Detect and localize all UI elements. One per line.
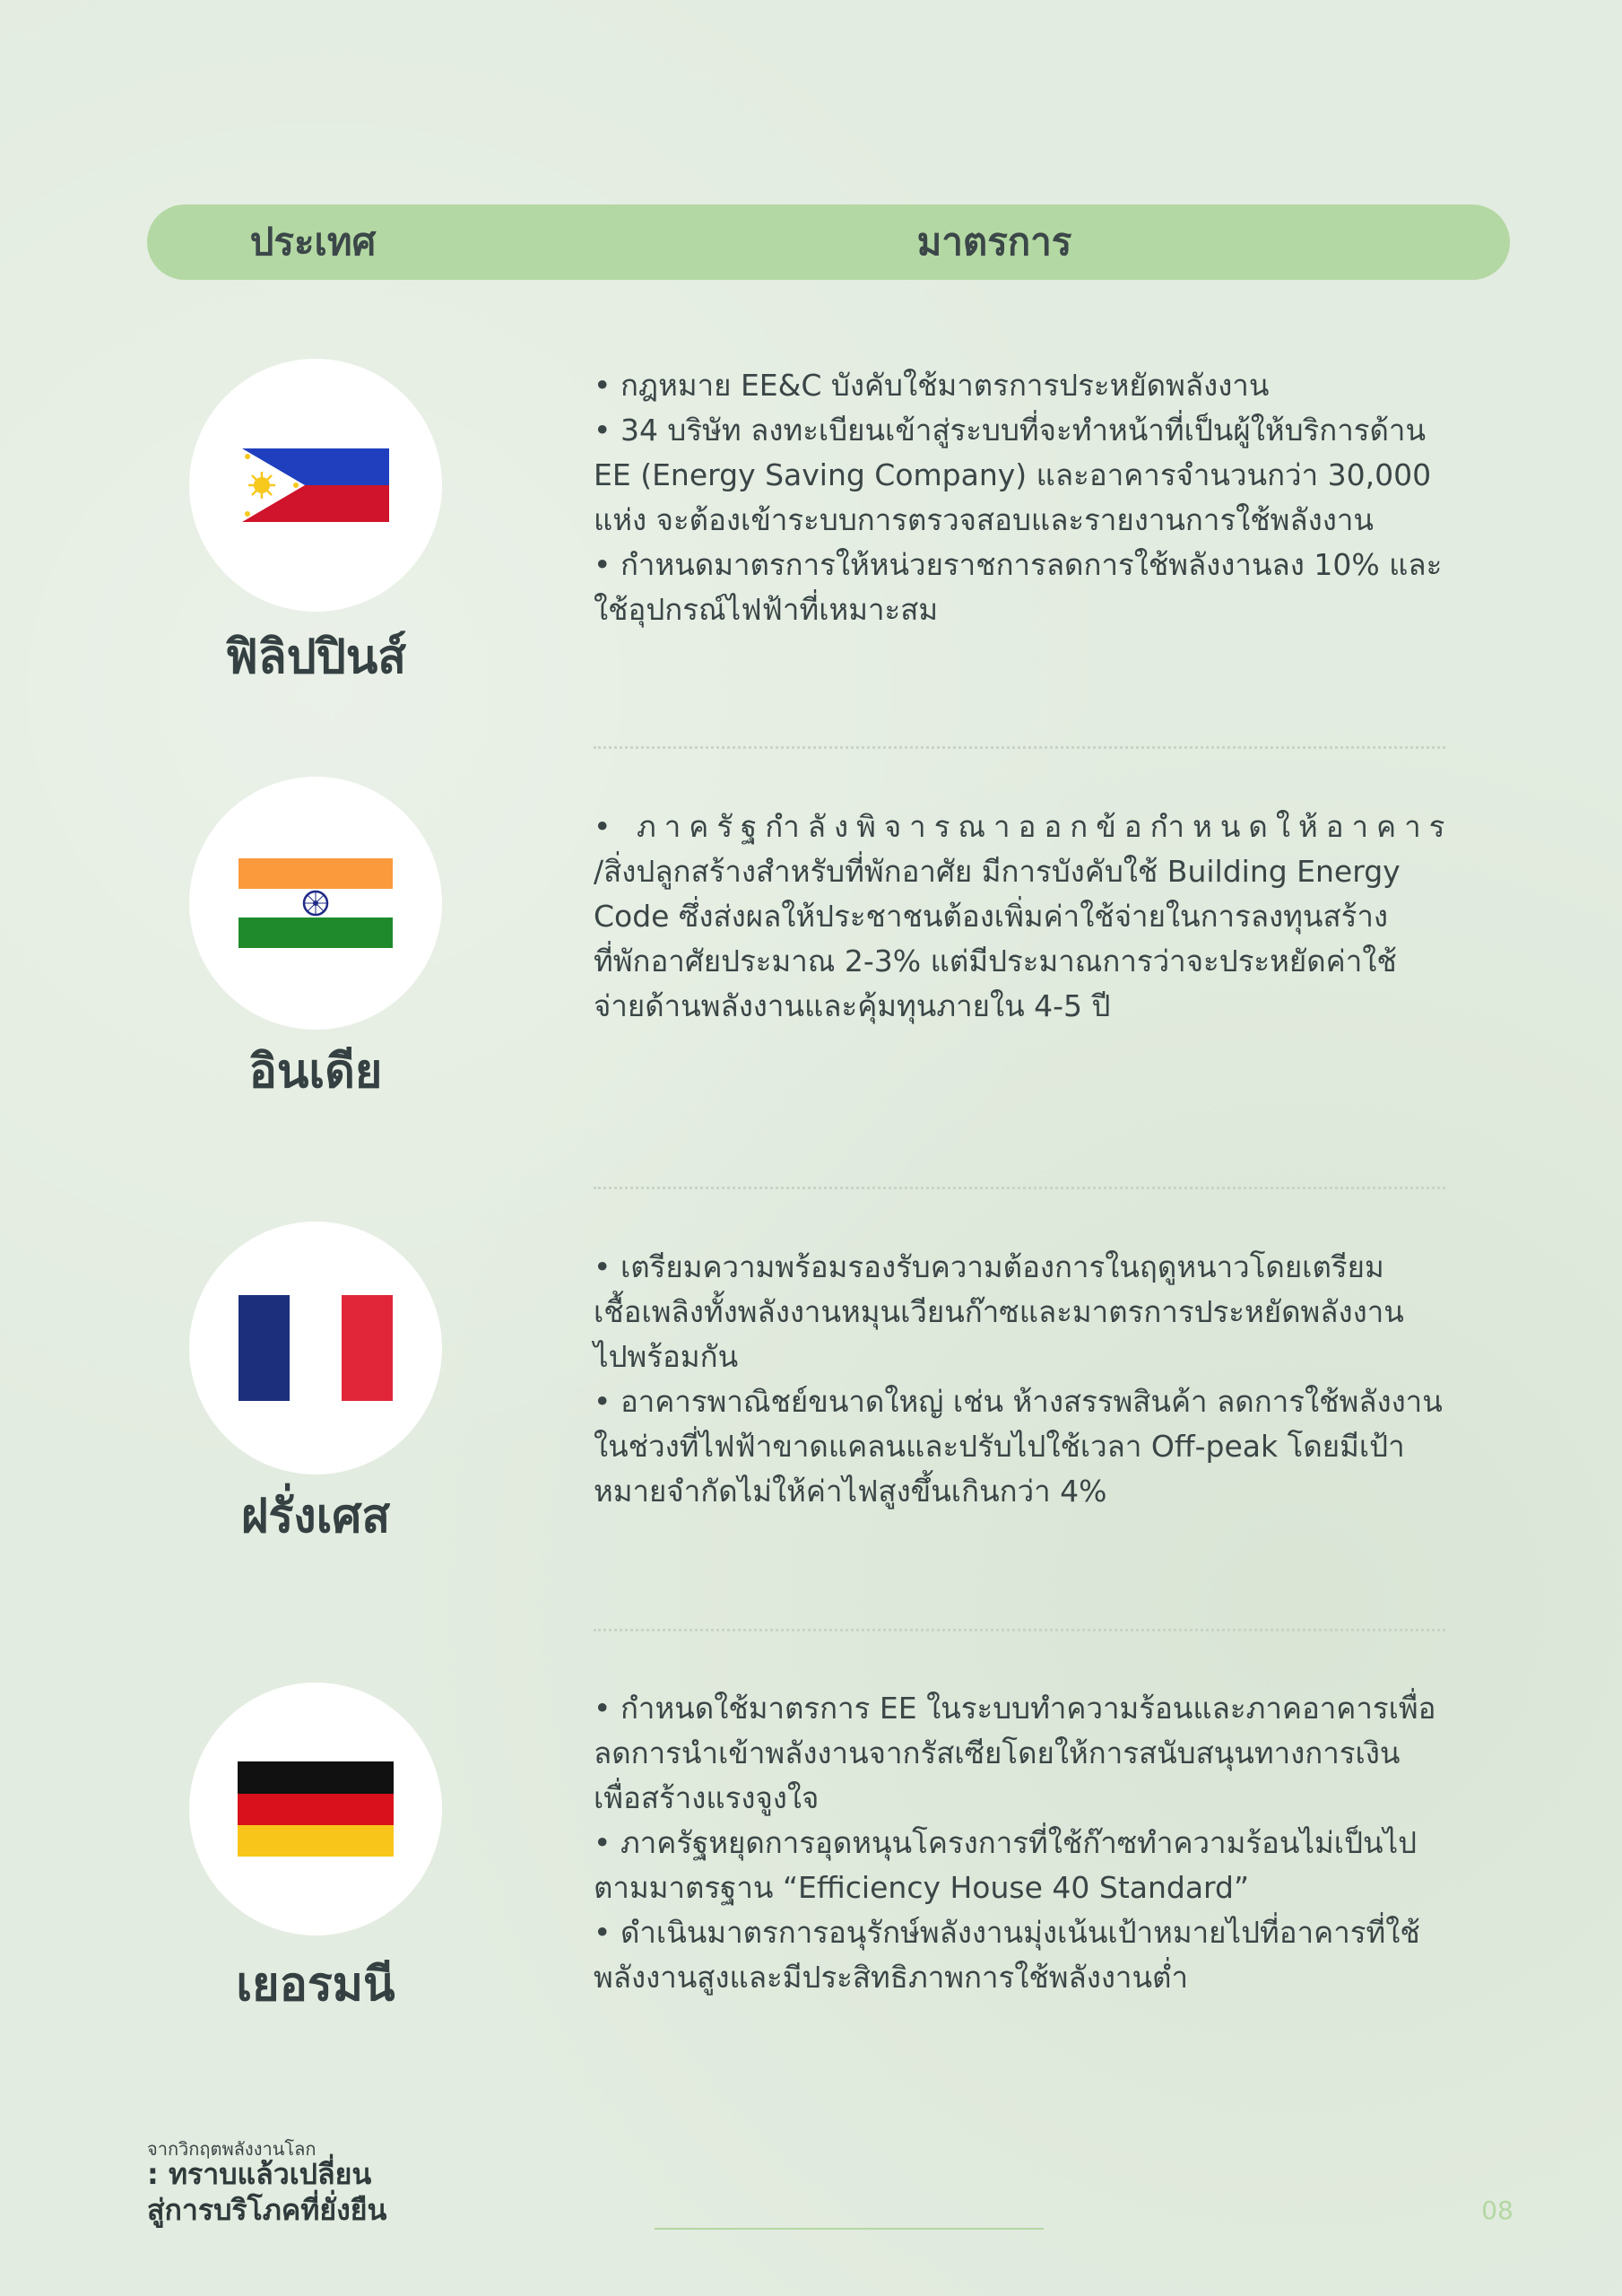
footer-source: จากวิกฤตพลังงานโลก: [147, 2138, 317, 2160]
country-name: ฝรั่งเศส: [240, 1490, 391, 1544]
flag-circle: [189, 777, 442, 1030]
measure-line: ลดการนำเข้าพลังงานจากรัสเซียโดยให้การสนับสนุนทางการเงิน: [594, 1735, 1401, 1770]
flag-circle: [189, 1683, 442, 1935]
measure-line: จ่ายด้านพลังงานและคุ้มทุนภายใน 4-5 ปี: [594, 988, 1111, 1023]
measure-line: แห่ง จะต้องเข้าระบบการตรวจสอบและรายงานการใช้พลังงาน: [594, 502, 1374, 537]
measure-line: ใช้อุปกรณ์ไฟฟ้าที่เหมาะสม: [594, 592, 939, 627]
measures-text: [594, 363, 1490, 632]
measure-line: เพื่อสร้างแรงจูงใจ: [594, 1780, 820, 1815]
measures-text: [594, 1245, 1490, 1514]
row-divider: [594, 746, 1445, 749]
measure-line: Code ซึ่งส่งผลให้ประชาชนต้องเพิ่มค่าใช้จ่ายในการลงทุนสร้าง: [594, 899, 1388, 934]
measure-line: ตามมาตรฐาน “Efficiency House 40 Standard”: [594, 1870, 1250, 1905]
table-header: [147, 204, 1510, 280]
country-column-header: ประเทศ: [249, 220, 377, 264]
measure-line: • 34 บริษัท ลงทะเบียนเข้าสู่ระบบที่จะทำหน้าที่เป็นผู้ให้บริการด้าน: [594, 413, 1426, 448]
measure-line: • ภาครัฐกำลังพิจารณาออกข้อกำหนดให้อาคาร: [594, 809, 1453, 844]
country-name: เยอรมนี: [236, 1958, 395, 2012]
france-flag-icon: [239, 1295, 393, 1401]
measure-line: ที่พักอาศัยประมาณ 2-3% แต่มีประมาณการว่าจะประหยัดค่าใช้: [594, 944, 1397, 978]
germany-flag-icon: [238, 1761, 394, 1857]
footer-title: [147, 2156, 386, 2228]
measure-line: • ภาครัฐหยุดการอุดหนุนโครงการที่ใช้ก๊าซทำความร้อนไม่เป็นไป: [594, 1825, 1418, 1860]
measure-line: • กฎหมาย EE&C บังคับใช้มาตรการประหยัดพลังงาน: [594, 368, 1270, 403]
country-name: อินเดีย: [248, 1045, 383, 1099]
measure-line: • กำหนดใช้มาตรการ EE ในระบบทำความร้อนและภาคอาคารเพื่อ: [594, 1691, 1436, 1726]
measure-line: ในช่วงที่ไฟฟ้าขาดแคลนและปรับไปใช้เวลา Off-peak โดยมีเป้า: [594, 1429, 1405, 1464]
footer-title-line: สู่การบริโภคที่ยั่งยืน: [147, 2193, 387, 2227]
country-name: ฟิลิปปินส์: [225, 631, 406, 684]
page-number: 08: [1481, 2196, 1514, 2225]
measure-line: พลังงานสูงและมีประสิทธิภาพการใช้พลังงานต่ำ: [594, 1960, 1188, 1995]
india-flag-icon: [239, 858, 393, 948]
measures-text: [594, 804, 1490, 1029]
measure-line: • อาคารพาณิชย์ขนาดใหญ่ เช่น ห้างสรรพสินค้า ลดการใช้พลังงาน: [594, 1384, 1443, 1419]
row-divider: [594, 1629, 1445, 1631]
measure-line: • ดำเนินมาตรการอนุรักษ์พลังงานมุ่งเน้นเป้าหมายไปที่อาคารที่ใช้: [594, 1915, 1420, 1950]
footer-title-line: : ทราบแล้วเปลี่ยน: [147, 2157, 372, 2191]
measure-line: EE (Energy Saving Company) และอาคารจำนวนกว่า 30,000: [594, 457, 1432, 492]
measure-column-header: มาตรการ: [916, 220, 1072, 264]
footer-divider: [655, 2228, 1044, 2230]
measure-line: • กำหนดมาตรการให้หน่วยราชการลดการใช้พลังงานลง 10% และ: [594, 547, 1443, 582]
measure-line: ไปพร้อมกัน: [594, 1339, 739, 1374]
philippines-flag-icon: [242, 448, 389, 522]
flag-circle: [189, 359, 442, 612]
row-divider: [594, 1187, 1445, 1189]
measure-line: หมายจำกัดไม่ให้ค่าไฟสูงขึ้นเกินกว่า 4%: [594, 1474, 1107, 1509]
measure-line: เชื้อเพลิงทั้งพลังงานหมุนเวียนก๊าซและมาตรการประหยัดพลังงาน: [594, 1294, 1404, 1329]
measure-line: • เตรียมความพร้อมรองรับความต้องการในฤดูหนาวโดยเตรียม: [594, 1249, 1384, 1284]
measures-text: [594, 1686, 1490, 2000]
measure-line: /สิ่งปลูกสร้างสำหรับที่พักอาศัย มีการบังคับใช้ Building Energy: [594, 854, 1401, 889]
flag-circle: [189, 1222, 442, 1474]
